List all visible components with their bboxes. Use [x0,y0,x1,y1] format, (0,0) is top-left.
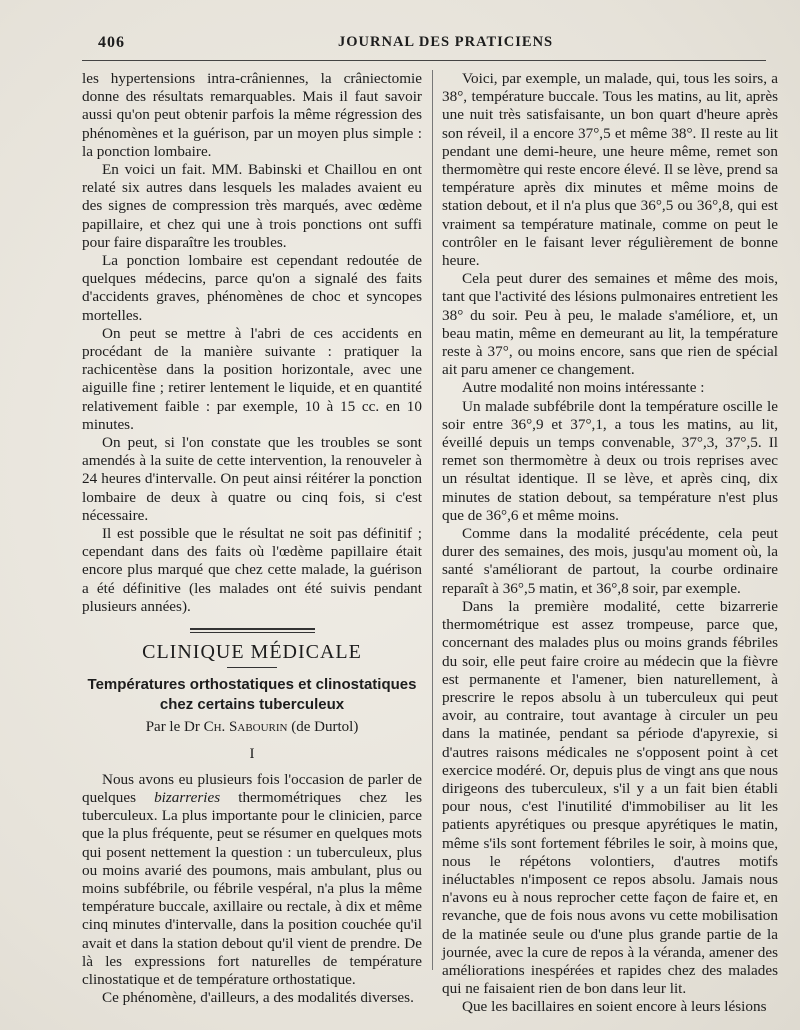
byline-author: Ch. Sabourin [203,719,288,736]
byline [82,718,422,736]
text-run: thermométriques chez les tuberculeux. La plus importante pour le clinicien, parce que la plus fréquente, peut se résumer en quelques mots qui posent nettement la question : un tuberculeux, plus ou moins avarié des poumons, mais ambulant, plus ou moins subfébrile, ou fébrile vespéral, n'a plus la même température buccale, axillaire ou rectale, à dix et même cinq minutes d'intervalle, dans la position couchée qu'il avait et dans la station debout qu'il vient de prendre. De là les expressions fort naturelles de température clinostatique et de température orthostatique. [82,788,422,988]
running-head [98,30,760,52]
page-number: 406 [98,34,125,51]
byline-prefix: Par le Dr [145,719,204,736]
article-title-line-2: chez certains tuberculeux [159,696,345,714]
paragraph: Cela peut durer des semaines et même des mois, tant que l'activité des lésions pulmonaires entretient les 38° du soir. Peu à peu, le malade s'améliore, et, un beau matin, même en demeurant au lit, la température reste à 37°, ou moins encore, sans que rien de spécial ait paru amener ce changement. [442,270,778,379]
paragraph: Il est possible que le résultat ne soit pas définitif ; cependant dans des faits où l'œdème papillaire était encore plus marqué que chez cette malade, la guérison a été définitive (les malades ont été suivis pendant plusieurs années). [82,525,422,615]
byline-suffix: (de Durtol) [287,719,359,736]
paragraph: Un malade subfébrile dont la température oscille le soir entre 36°,9 et 37°,1, a tous les matins, au lit, éveillé depuis un temps convenable, 37°,3, 37°,5. Il remet son thermomètre à deux ou trois reprises avec un résultat identique. Il se lève, et après cinq, dix minutes de station debout, sa température n'est plus que de 36°,6 et même moins. [442,397,778,524]
paragraph: On peut, si l'on constate que les troubles se sont amendés à la suite de cette intervention, la renouveler à 24 heures d'intervalle. On peut ainsi réitérer la ponction lombaire de deux à quatre ou cinq fois, si c'est nécessaire. [82,434,422,524]
section-title: CLINIQUE MÉDICALE [142,641,362,664]
paragraph: Autre modalité non moins intéressante : [462,379,705,397]
header-rule [82,60,766,61]
paragraph: Que les bacillaires en soient encore à leurs lésions [462,998,767,1016]
paragraph: Comme dans la modalité précédente, cela peut durer des semaines, des mois, jusqu'au moment où, la santé s'améliorant de partout, la courbe ordinaire reparaît à 36°,5 matin, et 36°,8 soir, par exemple. [442,525,778,597]
part-numeral: I [249,745,255,762]
paragraph: les hypertensions intra-crâniennes, la crâniectomie donne des résultats remarquables. Mais il faut savoir aussi qu'on peut obtenir parfois la même régression des phénomènes et la guérison, par un moyen plus simple : la ponction lombaire. [82,70,422,160]
paragraph: Voici, par exemple, un malade, qui, tous les soirs, a 38°, température buccale. Tous les matins, au lit, après une nuit très satisfaisante, un bon quart d'heure après son réveil, il a encore 37°,5 et même 38°. Il reste au lit pendant une demi-heure, une heure même, remet son thermomètre qui reste encore élevé. Il se lève, prend sa température après dix minutes et même moins de station debout, et il n'a plus que 36°,5 ou 36°,8, qui est vraiment sa température matinale, comme on peut le contrôler en le faisant lever régulièrement de bonne heure. [442,70,778,270]
italic-term: bizarreries [154,788,221,806]
right-column [442,70,778,1017]
text-run: Nous avons eu plusieurs fois l'occasion de parler de quelques [82,770,422,806]
paragraph [82,771,422,989]
journal-title: JOURNAL DES PRATICIENS [338,34,554,50]
left-column [82,70,422,1007]
article-title-line-1: Températures orthostatiques et clinostatiques [87,676,417,694]
section-separator [190,628,315,633]
paragraph: Ce phénomène, d'ailleurs, a des modalités diverses. [102,989,414,1007]
paragraph: En voici un fait. MM. Babinski et Chaillou en ont relaté six autres dans lesquels les malades avaient eu des signes de compression très marqués, avec œdème papillaire, et chez qui une à trois ponctions ont suffi pour faire disparaître les troubles. [82,161,422,251]
paragraph: Dans la première modalité, cette bizarrerie thermométrique est assez trompeuse, parce que, concernant des malades plus ou moins grands fébriles du soir, elle peut faire croire au médecin que la fièvre est permanente et l'amener, bien naturellement, à prescrire le repos absolu à un tuberculeux qui peut avoir, au contraire, tout avantage à circuler un peu dans la matinée, pendant sa période d'apyrexie, si d'autres raisons médicales ne s'opposent point à cet exercice modéré. Or, depuis plus de vingt ans que nous dirigeons des tuberculeux, s'il y a un fait bien établi pour nous, c'est l'inutilité d'immobiliser au lit les patients apyrétiques ou presque apyrétiques le matin, même s'ils sont fortement fébriles le soir, à moins que, nous le répétons volontiers, d'autres motifs inéluctables n'imposent ce repos absolu. Jamais nous n'avons eu à nous reprocher cette façon de faire et, en revanche, que de fois nous avons vu cette mobilisation de la matinée seule ou d'une plus grande partie de la journée, avec la cure de repos à la véranda, amener des améliorations inespérées et rapides chez des malades qui ne faisaient rien de bon dans leur lit. [442,597,778,998]
paragraph: La ponction lombaire est cependant redoutée de quelques médecins, parce qu'on a signalé des faits d'accidents graves, phénomènes de choc et syncopes mortelles. [82,252,422,324]
title-rule [227,667,277,668]
paragraph: On peut se mettre à l'abri de ces accidents en procédant de la manière suivante : pratiquer la rachicentèse dans la position horizontale, avec une aiguille fine ; retirer lentement le liquide, et en quantité relativement faible : par exemple, 10 à 15 cc. en 10 minutes. [82,324,422,433]
column-divider [432,70,433,970]
